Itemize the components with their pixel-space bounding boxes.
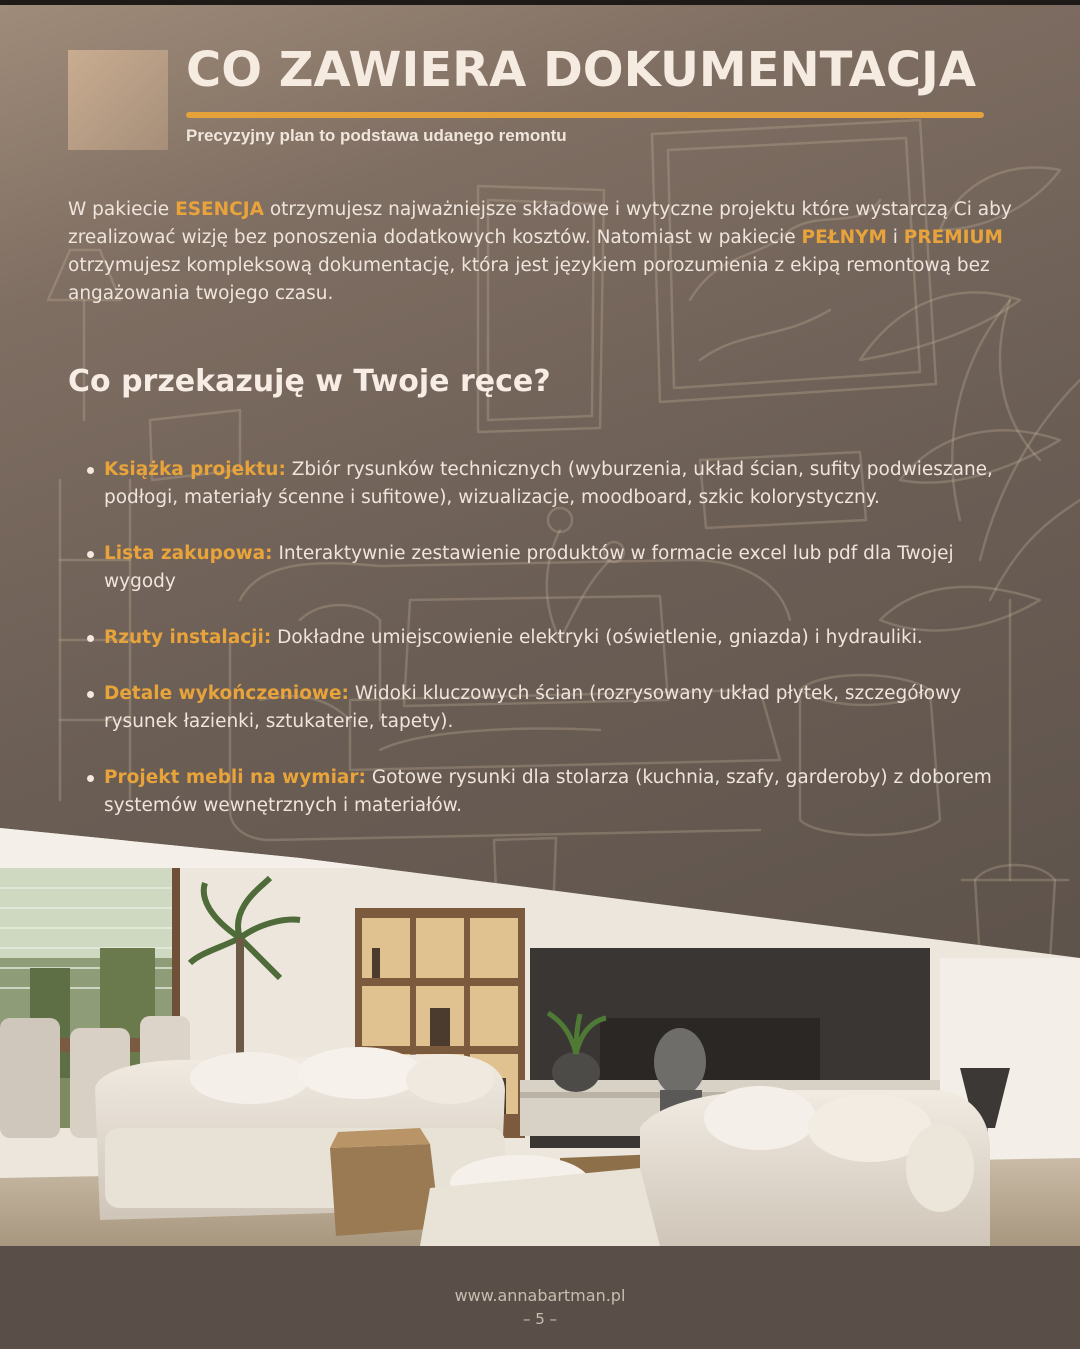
list-item-text: Gotowe rysunki dla stolarza (kuchnia, szafy, garderoby) z doborem systemów wewnętrznych i materiałów. [104, 767, 992, 816]
intro-text-2: otrzymujesz najważniejsze składowe i wytyczne projektu które wystarczą Ci aby zrealizować wizję bez ponoszenia dodatkowych kosztów. Natomiast w pakiecie [68, 199, 1012, 248]
intro-text-1: W pakiecie [68, 199, 176, 220]
list-item-lista-zakupowa [104, 540, 1004, 596]
list-item-title: Projekt mebli na wymiar: [104, 767, 366, 788]
highlight-pelnym: PEŁNYM [801, 227, 887, 248]
page-subtitle: Precyzyjny plan to podstawa udanego remontu [186, 126, 567, 145]
list-item-text: Widoki kluczowych ścian (rozrysowany układ płytek, szczegółowy rysunek łazienki, sztukaterie, tapety). [104, 683, 962, 732]
title-underline [186, 112, 984, 118]
highlight-esencja: ESENCJA [175, 199, 264, 220]
highlight-premium: PREMIUM [903, 227, 1003, 248]
living-room-photo [0, 828, 1080, 1246]
deliverables-list [104, 456, 1004, 848]
list-item-text: Zbiór rysunków technicznych (wyburzenia, układ ścian, sufity podwieszane, podłogi, materiały ścenne i sufitowe), wizualizacje, moodboard, szkic kolorystyczny. [104, 459, 993, 508]
list-item-title: Detale wykończeniowe: [104, 683, 349, 704]
list-item-rzuty-instalacji [104, 624, 1004, 652]
list-item-text: Interaktywnie zestawienie produktów w formacie excel lub pdf dla Twojej wygody [104, 543, 954, 592]
list-item-projekt-mebli [104, 764, 1004, 820]
intro-paragraph [68, 196, 1018, 308]
list-item-text: Dokładne umiejscowienie elektryki (oświetlenie, gniazda) i hydrauliki. [271, 627, 923, 648]
list-item-title: Książka projektu: [104, 459, 286, 480]
page-title: CO ZAWIERA DOKUMENTACJA [186, 42, 977, 98]
list-item-ksiazka-projektu [104, 456, 1004, 512]
list-item-detale-wykonczeniowe [104, 680, 1004, 736]
accent-square [68, 50, 168, 150]
intro-text-3: i [886, 227, 904, 248]
list-item-title: Rzuty instalacji: [104, 627, 272, 648]
page-number: – 5 – [522, 1310, 558, 1328]
intro-text-4: otrzymujesz kompleksową dokumentację, która jest językiem porozumienia z ekipą remontową bez angażowania twojego czasu. [68, 255, 990, 304]
footer-website-url: www.annabartman.pl [454, 1286, 626, 1305]
list-item-title: Lista zakupowa: [104, 543, 273, 564]
section-heading: Co przekazuję w Twoje ręce? [68, 364, 551, 399]
